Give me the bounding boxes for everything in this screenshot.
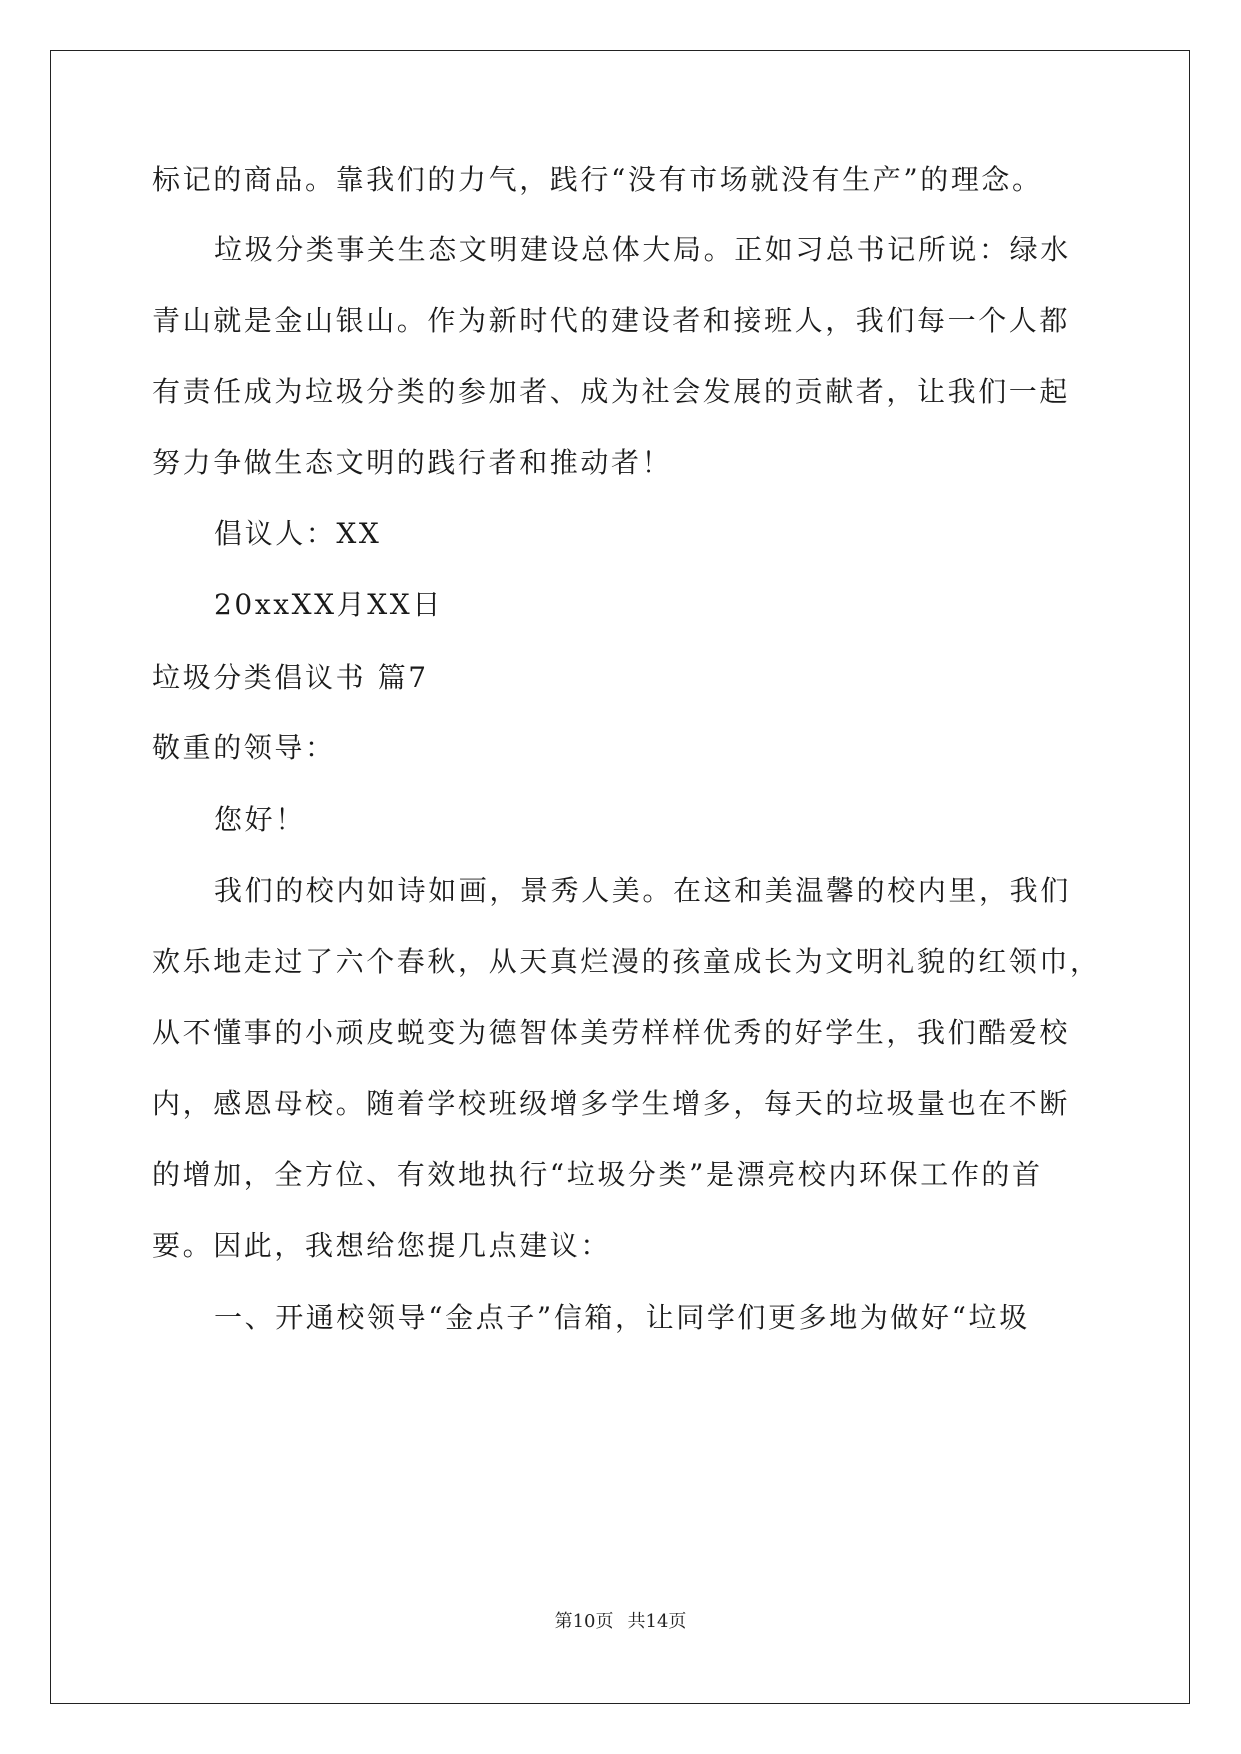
salutation: 敬重的领导：	[152, 731, 336, 764]
text-line: 从不懂事的小顽皮蜕变为德智体美劳样样优秀的好学生，我们酷爱校	[152, 1016, 1071, 1049]
text-line: 内，感恩母校。随着学校班级增多学生增多，每天的垃圾量也在不断	[152, 1087, 1071, 1120]
text-line: 我们的校内如诗如画，景秀人美。在这和美温馨的校内里，我们	[214, 874, 1071, 907]
text-line: 一、开通校领导“金点子”信箱，让同学们更多地为做好“垃圾	[214, 1301, 1030, 1334]
page-footer	[0, 1610, 1241, 1634]
text-line: 的增加，全方位、有效地执行“垃圾分类”是漂亮校内环保工作的首	[152, 1158, 1043, 1191]
text-line: 青山就是金山银山。作为新时代的建设者和接班人，我们每一个人都	[152, 304, 1071, 337]
greeting: 您好！	[214, 803, 306, 836]
signatory-line: 倡议人：XX	[214, 517, 382, 550]
text-line: 要。因此，我想给您提几点建议：	[152, 1229, 612, 1262]
text-line: 标记的商品。靠我们的力气，践行“没有市场就没有生产”的理念。	[152, 163, 1043, 196]
text-line: 欢乐地走过了六个春秋，从天真烂漫的孩童成长为文明礼貌的红领巾，	[152, 945, 1101, 978]
page-number: 第10页	[554, 1611, 614, 1632]
text-line: 有责任成为垃圾分类的参加者、成为社会发展的贡献者，让我们一起	[152, 375, 1071, 408]
text-line: 努力争做生态文明的践行者和推动者！	[152, 446, 673, 479]
text-line: 垃圾分类事关生态文明建设总体大局。正如习总书记所说：绿水	[214, 233, 1071, 266]
date-line: 20xxXX月XX日	[214, 588, 443, 621]
section-heading: 垃圾分类倡议书 篇7	[152, 661, 429, 694]
page-total: 共14页	[627, 1611, 687, 1632]
